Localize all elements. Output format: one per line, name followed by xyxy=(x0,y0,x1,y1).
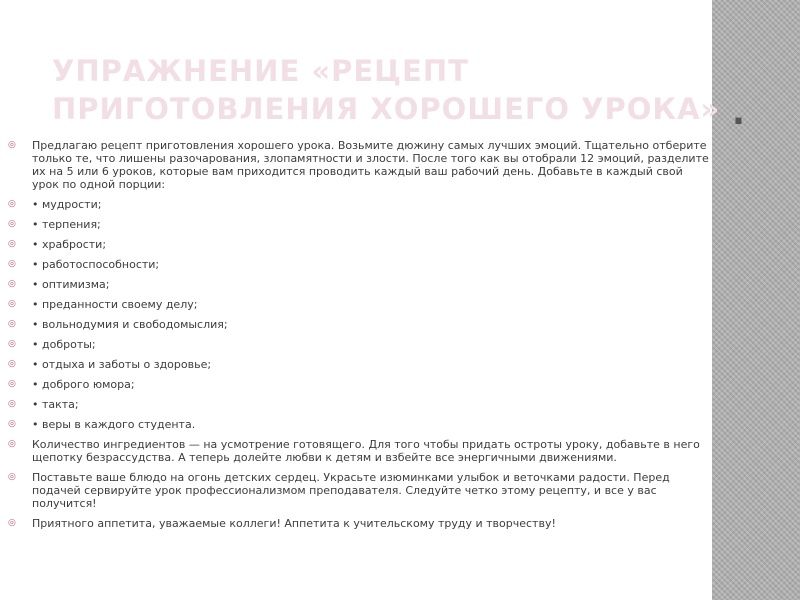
list-item-text: Приятного аппетита, уважаемые коллеги! Аппетита к учительскому труду и творчеству! xyxy=(32,517,556,530)
ring-bullet-icon: ◎ xyxy=(8,239,16,249)
slide-title-line-1: УПРАЖНЕНИЕ «РЕЦЕПТ xyxy=(52,54,469,88)
list-item xyxy=(8,517,710,530)
list-item xyxy=(8,218,710,231)
list-item-text: • доброты; xyxy=(32,338,96,351)
list-item xyxy=(8,238,710,251)
ring-bullet-icon: ◎ xyxy=(8,439,16,449)
list-item xyxy=(8,378,710,391)
slide-title xyxy=(52,52,772,133)
list-item xyxy=(8,198,710,211)
list-item xyxy=(8,139,710,191)
slide-title-line-2: ПРИГОТОВЛЕНИЯ ХОРОШЕГО УРОКА» xyxy=(52,92,721,126)
ring-bullet-icon: ◎ xyxy=(8,472,16,482)
ring-bullet-icon: ◎ xyxy=(8,518,16,528)
ring-bullet-icon: ◎ xyxy=(8,399,16,409)
slide-body-list xyxy=(8,139,710,537)
list-item-text: Поставьте ваше блюдо на огонь детских сердец. Украсьте изюминками улыбок и веточками радости. Перед подачей сервируйте урок профессионализмом преподавателя. Следуйте четко этому рецепту, и все у вас получится! xyxy=(32,471,670,510)
list-item-text: • вольнодумия и свободомыслия; xyxy=(32,318,228,331)
ring-bullet-icon: ◎ xyxy=(8,379,16,389)
list-item-text: • оптимизма; xyxy=(32,278,110,291)
ring-bullet-icon: ◎ xyxy=(8,419,16,429)
list-item xyxy=(8,438,710,464)
list-item-text: • такта; xyxy=(32,398,79,411)
list-item-text: • доброго юмора; xyxy=(32,378,135,391)
ring-bullet-icon: ◎ xyxy=(8,140,16,150)
ring-bullet-icon: ◎ xyxy=(8,199,16,209)
list-item-text: • терпения; xyxy=(32,218,101,231)
ring-bullet-icon: ◎ xyxy=(8,339,16,349)
ring-bullet-icon: ◎ xyxy=(8,359,16,369)
list-item xyxy=(8,338,710,351)
ring-bullet-icon: ◎ xyxy=(8,299,16,309)
list-item xyxy=(8,418,710,431)
ring-bullet-icon: ◎ xyxy=(8,219,16,229)
list-item-text: • мудрости; xyxy=(32,198,102,211)
ring-bullet-icon: ◎ xyxy=(8,259,16,269)
list-item xyxy=(8,298,710,311)
list-item-text: • отдыха и заботы о здоровье; xyxy=(32,358,212,371)
list-item-text: Количество ингредиентов — на усмотрение готовящего. Для того чтобы придать остроты уроку, добавьте в него щепотку безрассудства. А теперь долейте любви к детям и взбейте все энергичными движениями. xyxy=(32,438,700,464)
ring-bullet-icon: ◎ xyxy=(8,319,16,329)
list-item xyxy=(8,471,710,510)
list-item-text: • работоспособности; xyxy=(32,258,160,271)
list-item xyxy=(8,258,710,271)
list-item xyxy=(8,318,710,331)
list-item xyxy=(8,398,710,411)
list-item-text: Предлагаю рецепт приготовления хорошего урока. Возьмите дюжину самых лучших эмоций. Тщательно отберите только те, что лишены разочарования, злопамятности и злости. После того как вы отобрали 12 эмоций, разделите их на 5 или 6 уроков, которые вам приходится проводить каждый ваш рабочий день. Добавьте в каждый свой урок по одной порции: xyxy=(32,139,709,191)
list-item xyxy=(8,278,710,291)
list-item xyxy=(8,358,710,371)
list-item-text: • преданности своему делу; xyxy=(32,298,198,311)
list-item-text: • веры в каждого студента. xyxy=(32,418,196,431)
list-item-text: • храбрости; xyxy=(32,238,107,251)
ring-bullet-icon: ◎ xyxy=(8,279,16,289)
title-trailing-dot: . xyxy=(732,93,745,133)
